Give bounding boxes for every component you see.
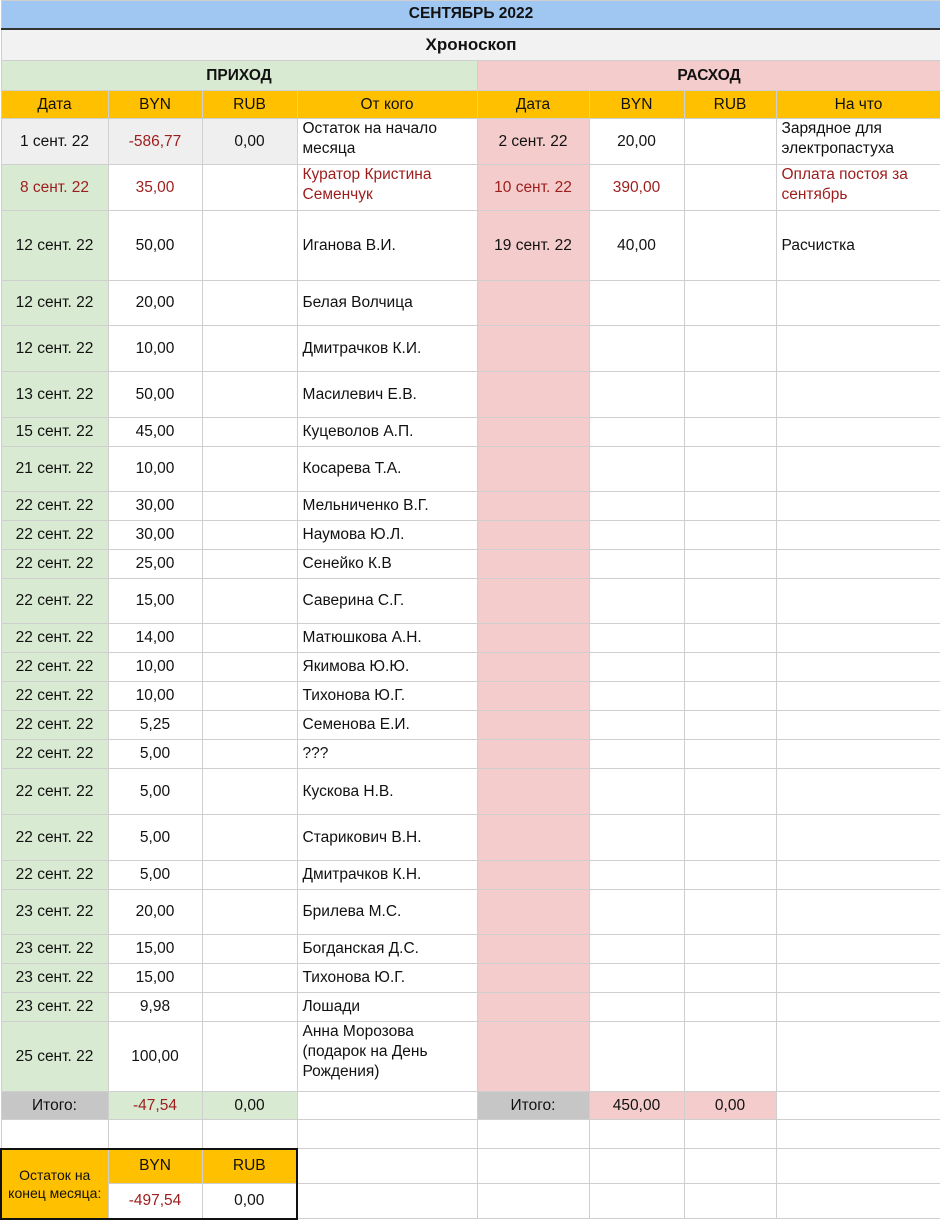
expense-empty-cell <box>776 769 940 815</box>
table-row <box>1 653 940 682</box>
expense-empty-cell <box>589 815 684 861</box>
expense-empty-cell <box>776 815 940 861</box>
expense-empty-cell <box>589 579 684 624</box>
empty-cell <box>589 1149 684 1184</box>
expense-rub-cell <box>684 119 776 165</box>
expense-empty-cell <box>477 492 589 521</box>
table-row <box>1 890 940 935</box>
month-end-values-row <box>1 1184 940 1219</box>
income-byn-cell: 15,00 <box>108 964 202 993</box>
income-rub-cell <box>202 447 297 492</box>
income-rub-cell <box>202 711 297 740</box>
expense-empty-cell <box>477 682 589 711</box>
income-date-cell: 23 сент. 22 <box>1 993 108 1022</box>
expense-date-cell: 19 сент. 22 <box>477 211 589 281</box>
expense-empty-cell <box>776 964 940 993</box>
spacer-row <box>1 1120 940 1149</box>
income-from-cell: Тихонова Ю.Г. <box>297 964 477 993</box>
expense-empty-cell <box>776 740 940 769</box>
sheet-subtitle: Хроноскоп <box>1 29 940 61</box>
income-from-cell: Тихонова Ю.Г. <box>297 682 477 711</box>
income-byn-cell: -586,77 <box>108 119 202 165</box>
expense-empty-cell <box>684 711 776 740</box>
expense-empty-cell <box>684 281 776 326</box>
expense-empty-cell <box>477 447 589 492</box>
table-row <box>1 119 940 165</box>
income-date-cell: 22 сент. 22 <box>1 861 108 890</box>
expense-empty-cell <box>589 418 684 447</box>
expense-total-label: Итого: <box>477 1092 589 1120</box>
income-rub-cell <box>202 281 297 326</box>
empty-cell <box>684 1149 776 1184</box>
expense-empty-cell <box>684 492 776 521</box>
table-row <box>1 211 940 281</box>
expense-empty-cell <box>776 521 940 550</box>
table-row <box>1 964 940 993</box>
expense-empty-cell <box>589 740 684 769</box>
expense-empty-cell <box>589 1022 684 1092</box>
income-rub-cell <box>202 861 297 890</box>
expense-empty-cell <box>776 550 940 579</box>
income-date-cell: 22 сент. 22 <box>1 579 108 624</box>
income-byn-cell: 14,00 <box>108 624 202 653</box>
income-byn-cell: 20,00 <box>108 281 202 326</box>
empty-cell <box>776 1092 940 1120</box>
income-date-cell: 22 сент. 22 <box>1 624 108 653</box>
expense-empty-cell <box>684 769 776 815</box>
income-rub-cell <box>202 993 297 1022</box>
income-date-cell: 22 сент. 22 <box>1 653 108 682</box>
expense-empty-cell <box>684 993 776 1022</box>
income-byn-cell: 9,98 <box>108 993 202 1022</box>
income-rub-cell <box>202 740 297 769</box>
income-rub-cell: 0,00 <box>202 119 297 165</box>
expense-byn-cell: 390,00 <box>589 165 684 211</box>
empty-cell <box>477 1149 589 1184</box>
expense-empty-cell <box>684 682 776 711</box>
expense-rub-header: RUB <box>684 91 776 119</box>
expense-empty-cell <box>589 769 684 815</box>
income-rub-cell <box>202 624 297 653</box>
expense-empty-cell <box>477 326 589 372</box>
expense-empty-cell <box>477 964 589 993</box>
table-row <box>1 740 940 769</box>
empty-cell <box>589 1184 684 1219</box>
expense-empty-cell <box>589 861 684 890</box>
expense-rub-cell <box>684 211 776 281</box>
income-byn-cell: 5,25 <box>108 711 202 740</box>
income-date-cell: 22 сент. 22 <box>1 550 108 579</box>
expense-empty-cell <box>477 1022 589 1092</box>
table-row <box>1 447 940 492</box>
expense-byn-cell: 20,00 <box>589 119 684 165</box>
income-date-cell: 22 сент. 22 <box>1 492 108 521</box>
expense-for-cell: Оплата постоя за сентябрь <box>776 165 940 211</box>
income-from-cell: Старикович В.Н. <box>297 815 477 861</box>
expense-empty-cell <box>684 624 776 653</box>
income-rub-cell <box>202 492 297 521</box>
expense-empty-cell <box>776 935 940 964</box>
income-rub-cell <box>202 1022 297 1092</box>
expense-empty-cell <box>589 682 684 711</box>
income-byn-cell: 5,00 <box>108 815 202 861</box>
expense-empty-cell <box>776 447 940 492</box>
expense-empty-cell <box>776 492 940 521</box>
income-byn-cell: 25,00 <box>108 550 202 579</box>
table-row <box>1 993 940 1022</box>
income-from-cell: Семенова Е.И. <box>297 711 477 740</box>
expense-empty-cell <box>684 326 776 372</box>
income-date-cell: 8 сент. 22 <box>1 165 108 211</box>
month-end-byn-header: BYN <box>108 1149 202 1184</box>
income-from-cell: Дмитрачков К.Н. <box>297 861 477 890</box>
expense-empty-cell <box>477 281 589 326</box>
income-byn-cell: 5,00 <box>108 740 202 769</box>
income-from-cell: Косарева Т.А. <box>297 447 477 492</box>
expense-empty-cell <box>684 579 776 624</box>
income-byn-cell: 10,00 <box>108 447 202 492</box>
expense-empty-cell <box>477 550 589 579</box>
income-byn-header: BYN <box>108 91 202 119</box>
income-byn-cell: 15,00 <box>108 579 202 624</box>
income-date-cell: 22 сент. 22 <box>1 682 108 711</box>
table-row <box>1 418 940 447</box>
income-rub-cell <box>202 211 297 281</box>
expense-empty-cell <box>776 372 940 418</box>
month-end-byn: -497,54 <box>108 1184 202 1219</box>
expense-empty-cell <box>776 326 940 372</box>
income-date-cell: 12 сент. 22 <box>1 211 108 281</box>
income-date-cell: 23 сент. 22 <box>1 935 108 964</box>
income-from-header: От кого <box>297 91 477 119</box>
expense-empty-cell <box>589 326 684 372</box>
table-row <box>1 281 940 326</box>
table-row <box>1 550 940 579</box>
expense-empty-cell <box>589 492 684 521</box>
income-from-cell: Мельниченко В.Г. <box>297 492 477 521</box>
income-rub-cell <box>202 682 297 711</box>
income-section-header: ПРИХОД <box>1 61 477 91</box>
expense-empty-cell <box>477 418 589 447</box>
income-byn-cell: 45,00 <box>108 418 202 447</box>
expense-empty-cell <box>684 653 776 682</box>
income-date-cell: 13 сент. 22 <box>1 372 108 418</box>
expense-empty-cell <box>684 521 776 550</box>
expense-byn-header: BYN <box>589 91 684 119</box>
income-date-cell: 15 сент. 22 <box>1 418 108 447</box>
table-row <box>1 372 940 418</box>
income-from-cell: Наумова Ю.Л. <box>297 521 477 550</box>
empty-cell <box>477 1184 589 1219</box>
table-row <box>1 682 940 711</box>
income-from-cell: Брилева М.С. <box>297 890 477 935</box>
expense-section-header: РАСХОД <box>477 61 940 91</box>
expense-rub-cell <box>684 165 776 211</box>
income-from-cell: Белая Волчица <box>297 281 477 326</box>
income-rub-cell <box>202 815 297 861</box>
expense-date-cell: 2 сент. 22 <box>477 119 589 165</box>
expense-empty-cell <box>477 624 589 653</box>
expense-empty-cell <box>684 890 776 935</box>
expense-empty-cell <box>684 815 776 861</box>
table-row <box>1 521 940 550</box>
income-rub-cell <box>202 890 297 935</box>
table-row <box>1 492 940 521</box>
expense-empty-cell <box>776 579 940 624</box>
table-row <box>1 1022 940 1092</box>
expense-for-cell: Расчистка <box>776 211 940 281</box>
income-date-cell: 23 сент. 22 <box>1 890 108 935</box>
income-byn-cell: 30,00 <box>108 492 202 521</box>
income-from-cell: Кускова Н.В. <box>297 769 477 815</box>
expense-byn-cell: 40,00 <box>589 211 684 281</box>
expense-empty-cell <box>477 521 589 550</box>
expense-empty-cell <box>776 861 940 890</box>
income-date-cell: 22 сент. 22 <box>1 815 108 861</box>
month-end-header-row <box>1 1149 940 1184</box>
expense-empty-cell <box>589 935 684 964</box>
expense-empty-cell <box>776 418 940 447</box>
table-row <box>1 165 940 211</box>
income-byn-cell: 30,00 <box>108 521 202 550</box>
expense-empty-cell <box>589 521 684 550</box>
expense-empty-cell <box>684 550 776 579</box>
expense-empty-cell <box>589 993 684 1022</box>
income-rub-cell <box>202 165 297 211</box>
expense-empty-cell <box>776 993 940 1022</box>
empty-cell <box>477 1120 589 1149</box>
expense-empty-cell <box>684 740 776 769</box>
income-rub-cell <box>202 935 297 964</box>
empty-cell <box>297 1184 477 1219</box>
income-from-cell: Анна Морозова (подарок на День Рождения) <box>297 1022 477 1092</box>
income-byn-cell: 5,00 <box>108 769 202 815</box>
income-byn-cell: 10,00 <box>108 682 202 711</box>
income-from-cell: Куратор Кристина Семенчук <box>297 165 477 211</box>
empty-cell <box>684 1120 776 1149</box>
table-row <box>1 861 940 890</box>
income-from-cell: Саверина С.Г. <box>297 579 477 624</box>
expense-for-header: На что <box>776 91 940 119</box>
expense-empty-cell <box>477 769 589 815</box>
income-date-cell: 22 сент. 22 <box>1 521 108 550</box>
income-rub-cell <box>202 418 297 447</box>
expense-empty-cell <box>589 550 684 579</box>
expense-for-cell: Зарядное для электропастуха <box>776 119 940 165</box>
income-from-cell: Матюшкова А.Н. <box>297 624 477 653</box>
table-row <box>1 624 940 653</box>
expense-empty-cell <box>684 964 776 993</box>
expense-empty-cell <box>477 372 589 418</box>
empty-cell <box>776 1120 940 1149</box>
empty-cell <box>202 1120 297 1149</box>
empty-cell <box>108 1120 202 1149</box>
income-rub-cell <box>202 964 297 993</box>
table-row <box>1 579 940 624</box>
empty-cell <box>589 1120 684 1149</box>
expense-empty-cell <box>589 372 684 418</box>
income-from-cell: Якимова Ю.Ю. <box>297 653 477 682</box>
income-date-cell: 1 сент. 22 <box>1 119 108 165</box>
expense-empty-cell <box>589 964 684 993</box>
income-byn-cell: 5,00 <box>108 861 202 890</box>
income-from-cell: Сенейко К.В <box>297 550 477 579</box>
income-byn-cell: 100,00 <box>108 1022 202 1092</box>
empty-cell <box>297 1149 477 1184</box>
income-date-cell: 12 сент. 22 <box>1 281 108 326</box>
income-from-cell: Куцеволов А.П. <box>297 418 477 447</box>
expense-empty-cell <box>477 890 589 935</box>
expense-empty-cell <box>776 890 940 935</box>
expense-empty-cell <box>589 281 684 326</box>
expense-empty-cell <box>477 861 589 890</box>
table-row <box>1 769 940 815</box>
income-byn-cell: 20,00 <box>108 890 202 935</box>
expense-empty-cell <box>684 372 776 418</box>
table-row <box>1 711 940 740</box>
expense-empty-cell <box>684 418 776 447</box>
income-rub-cell <box>202 769 297 815</box>
empty-cell <box>297 1092 477 1120</box>
income-date-cell: 22 сент. 22 <box>1 711 108 740</box>
expense-empty-cell <box>477 935 589 964</box>
income-byn-cell: 10,00 <box>108 653 202 682</box>
income-from-cell: Богданская Д.С. <box>297 935 477 964</box>
income-from-cell: Лошади <box>297 993 477 1022</box>
income-rub-cell <box>202 550 297 579</box>
empty-cell <box>776 1184 940 1219</box>
income-rub-cell <box>202 653 297 682</box>
empty-cell <box>776 1149 940 1184</box>
expense-empty-cell <box>477 993 589 1022</box>
expense-empty-cell <box>477 740 589 769</box>
month-end-rub: 0,00 <box>202 1184 297 1219</box>
month-end-label: Остаток на конец месяца: <box>1 1149 108 1219</box>
empty-cell <box>684 1184 776 1219</box>
income-date-cell: 12 сент. 22 <box>1 326 108 372</box>
expense-empty-cell <box>684 861 776 890</box>
expense-empty-cell <box>776 653 940 682</box>
expense-empty-cell <box>589 653 684 682</box>
expense-empty-cell <box>589 447 684 492</box>
expense-empty-cell <box>684 935 776 964</box>
income-rub-cell <box>202 521 297 550</box>
income-from-cell: Остаток на начало месяца <box>297 119 477 165</box>
income-total-rub: 0,00 <box>202 1092 297 1120</box>
income-byn-cell: 10,00 <box>108 326 202 372</box>
expense-empty-cell <box>477 711 589 740</box>
income-rub-cell <box>202 326 297 372</box>
expense-empty-cell <box>776 1022 940 1092</box>
expense-date-cell: 10 сент. 22 <box>477 165 589 211</box>
month-end-rub-header: RUB <box>202 1149 297 1184</box>
income-byn-cell: 50,00 <box>108 211 202 281</box>
totals-row <box>1 1092 940 1120</box>
expense-empty-cell <box>589 711 684 740</box>
income-rub-header: RUB <box>202 91 297 119</box>
income-rub-cell <box>202 579 297 624</box>
expense-empty-cell <box>684 447 776 492</box>
income-from-cell: Дмитрачков К.И. <box>297 326 477 372</box>
expense-empty-cell <box>776 281 940 326</box>
income-byn-cell: 15,00 <box>108 935 202 964</box>
table-row <box>1 935 940 964</box>
expense-empty-cell <box>477 815 589 861</box>
expense-empty-cell <box>589 624 684 653</box>
table-row <box>1 815 940 861</box>
expense-total-byn: 450,00 <box>589 1092 684 1120</box>
income-date-header: Дата <box>1 91 108 119</box>
income-from-cell: Иганова В.И. <box>297 211 477 281</box>
income-byn-cell: 35,00 <box>108 165 202 211</box>
empty-cell <box>297 1120 477 1149</box>
table-row <box>1 326 940 372</box>
income-date-cell: 22 сент. 22 <box>1 769 108 815</box>
income-total-label: Итого: <box>1 1092 108 1120</box>
expense-empty-cell <box>776 624 940 653</box>
expense-empty-cell <box>477 653 589 682</box>
income-date-cell: 21 сент. 22 <box>1 447 108 492</box>
empty-cell <box>1 1120 108 1149</box>
income-date-cell: 25 сент. 22 <box>1 1022 108 1092</box>
income-byn-cell: 50,00 <box>108 372 202 418</box>
income-date-cell: 23 сент. 22 <box>1 964 108 993</box>
income-total-byn: -47,54 <box>108 1092 202 1120</box>
income-rub-cell <box>202 372 297 418</box>
expense-empty-cell <box>776 682 940 711</box>
expense-empty-cell <box>589 890 684 935</box>
expense-total-rub: 0,00 <box>684 1092 776 1120</box>
expense-date-header: Дата <box>477 91 589 119</box>
expense-empty-cell <box>477 579 589 624</box>
income-date-cell: 22 сент. 22 <box>1 740 108 769</box>
expense-empty-cell <box>776 711 940 740</box>
expense-empty-cell <box>684 1022 776 1092</box>
income-from-cell: ??? <box>297 740 477 769</box>
sheet-title: СЕНТЯБРЬ 2022 <box>1 1 940 29</box>
income-from-cell: Масилевич Е.В. <box>297 372 477 418</box>
